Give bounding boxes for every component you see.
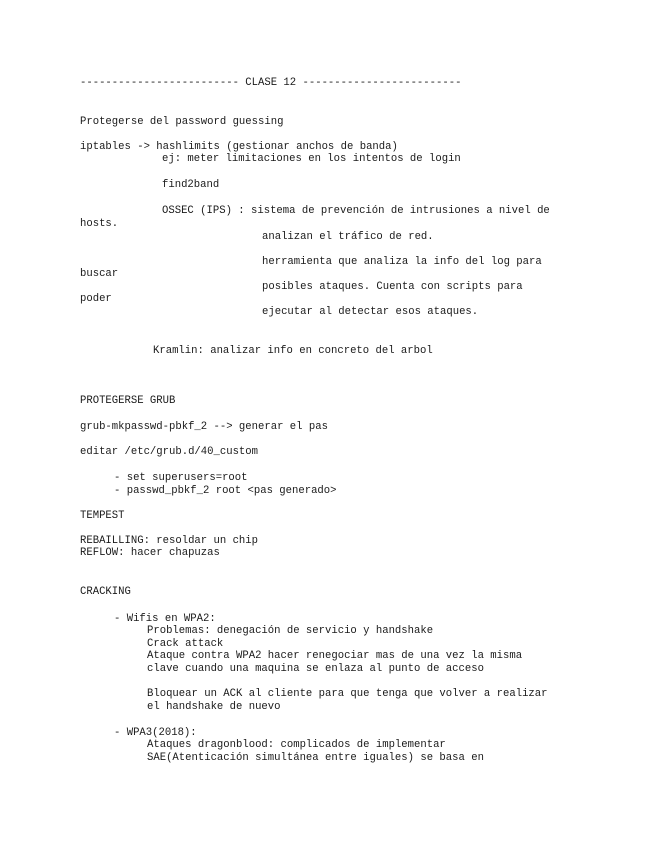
list-item: - Wifis en WPA2: [114,613,216,625]
section-heading: CRACKING [80,586,131,598]
text-line: hosts. [80,218,119,230]
list-item: - set superusers=root [114,472,248,484]
list-item: - WPA3(2018): [114,727,197,739]
text-line: ej: meter limitaciones en los intentos de login [162,153,461,165]
text-line: analizan el tráfico de red. [262,231,434,243]
text-line: Problemas: denegación de servicio y handshake [147,625,434,637]
section-heading: Protegerse del password guessing [80,116,284,128]
text-line: REFLOW: hacer chapuzas [80,547,220,559]
section-heading: PROTEGERSE GRUB [80,395,176,407]
text-line: find2band [162,179,220,191]
text-line: ejecutar al detectar esos ataques. [262,306,479,318]
text-line: grub-mkpasswd-pbkf_2 --> generar el pas [80,421,328,433]
section-heading: TEMPEST [80,510,125,522]
text-line: el handshake de nuevo [147,701,281,713]
text-line: posibles ataques. Cuenta con scripts para [262,281,523,293]
text-line: clave cuando una maquina se enlaza al punto de acceso [147,663,484,675]
text-line: poder [80,293,112,305]
text-line: Ataques dragonblood: complicados de implementar [147,739,446,751]
text-line: REBAILLING: resoldar un chip [80,535,259,547]
list-item: - passwd_pbkf_2 root <pas generado> [114,485,337,497]
text-line: OSSEC (IPS) : sistema de prevención de intrusiones a nivel de [162,205,550,217]
text-line: buscar [80,268,119,280]
text-line: herramienta que analiza la info del log para [262,256,542,268]
text-line: Kramlin: analizar info en concreto del arbol [153,345,433,357]
text-line: iptables -> hashlimits (gestionar anchos de banda) [80,141,398,153]
text-line: Bloquear un ACK al cliente para que tenga que volver a realizar [147,688,548,700]
text-line: editar /etc/grub.d/40_custom [80,446,259,458]
text-line: Ataque contra WPA2 hacer renegociar mas de una vez la misma [147,650,523,662]
class-header: ------------------------- CLASE 12 ------------------------- [80,77,462,89]
text-line: Crack attack [147,638,224,650]
text-line: SAE(Atenticación simultánea entre iguales) se basa en [147,752,484,764]
